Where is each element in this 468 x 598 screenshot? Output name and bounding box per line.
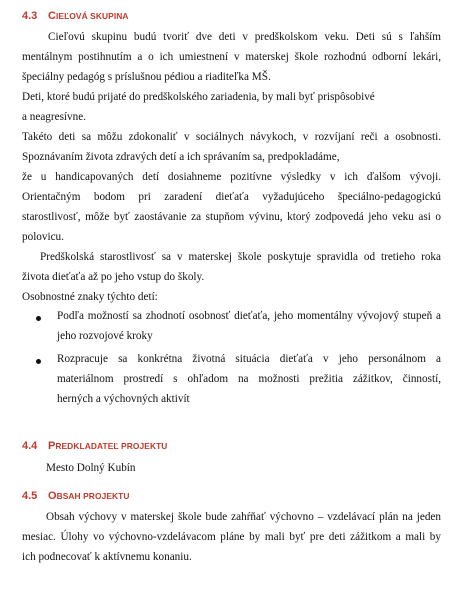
paragraph-line: polovicu. [22, 231, 64, 243]
list-item-line: materiálnom prostredí s ohľadom na možnosti prežitia zážitkov, činností, [57, 373, 441, 385]
paragraph-line: mentálnym postihnutím a o ich umiestnení v materskej škole rozhodnú odborní lekári, [22, 51, 441, 63]
section-title-initial: O [48, 490, 57, 502]
paragraph-line: a neagresívne. [22, 111, 86, 123]
paragraph-line: Osobnostné znaky týchto detí: [22, 291, 158, 303]
paragraph-line: Cieľovú skupinu budú tvoriť dve deti v predškolskom veku. Deti sú s ľahším [48, 31, 441, 43]
paragraph-line: starostlivosť, môže byť zaostávanie za stupňom vývinu, ktorý zodpovedá jeho veku asi o [22, 211, 441, 223]
section-number: 4.4 [22, 440, 38, 452]
section-title: REDKLADATEĽ PROJEKTU [55, 441, 168, 451]
section-title-initial: C [48, 10, 56, 22]
list-item-line: jeho rozvojové kroky [57, 330, 153, 342]
section-heading-4-4 [22, 440, 167, 452]
paragraph-line: že u handicapovaných detí dosiahneme pozitívne výsledky v ich ďalšom vývoji. [22, 171, 441, 183]
paragraph-line: Orientačným bodom pri zaradení dieťaťa vyžadujúceho špeciálno-pedagogickú [22, 191, 441, 203]
paragraph-line: Obsah výchovy v materskej škole bude zahŕňať výchovno – vzdelávací plán na jeden [46, 511, 441, 523]
paragraph-line: špeciálny pedagóg s príslušnou pédiou a riaditeľka MŠ. [22, 71, 271, 83]
section-number: 4.3 [22, 10, 38, 22]
section-heading-4-3 [22, 10, 129, 22]
bullet-icon [36, 316, 41, 321]
paragraph-line: Takéto deti sa môžu zdokonaliť v sociálnych návykoch, v rozvíjaní reči a osobnosti. [22, 131, 441, 143]
list-item-line: Rozpracuje sa konkrétna životná situácia dieťaťa v jeho personálnom a [57, 353, 441, 365]
paragraph-line: Mesto Dolný Kubín [46, 462, 136, 474]
list-item-line: Podľa možností sa zhodnotí osobnosť dieťaťa, jeho momentálny vývojový stupeň a [57, 310, 441, 322]
list-item-line: herných a výchovných aktivít [57, 393, 190, 405]
paragraph-line: Spoznávaním života zdravých detí a ich správaním sa, predpokladáme, [22, 151, 340, 163]
paragraph-line: mesiac. Úlohy vo výchovno-vzdelávacom pláne by mali byť pre deti zážitkom a mali by [22, 531, 441, 543]
section-title-initial: P [48, 440, 56, 452]
section-heading-4-5 [22, 490, 130, 502]
section-title: BSAH PROJEKTU [56, 491, 130, 501]
section-number: 4.5 [22, 490, 38, 502]
paragraph-line: Deti, ktoré budú prijaté do predškolského zariadenia, by mali byť prispôsobivé [22, 91, 375, 103]
paragraph-line: ich podnecovať k aktívnemu konaniu. [22, 551, 192, 563]
paragraph-line: života dieťaťa až po jeho vstup do školy. [22, 271, 205, 283]
bullet-icon [36, 359, 41, 364]
paragraph-line: Predškolská starostlivosť sa v materskej škole poskytuje spravidla od tretieho roka [40, 251, 441, 263]
section-title: IEĽOVÁ SKUPINA [55, 11, 129, 21]
